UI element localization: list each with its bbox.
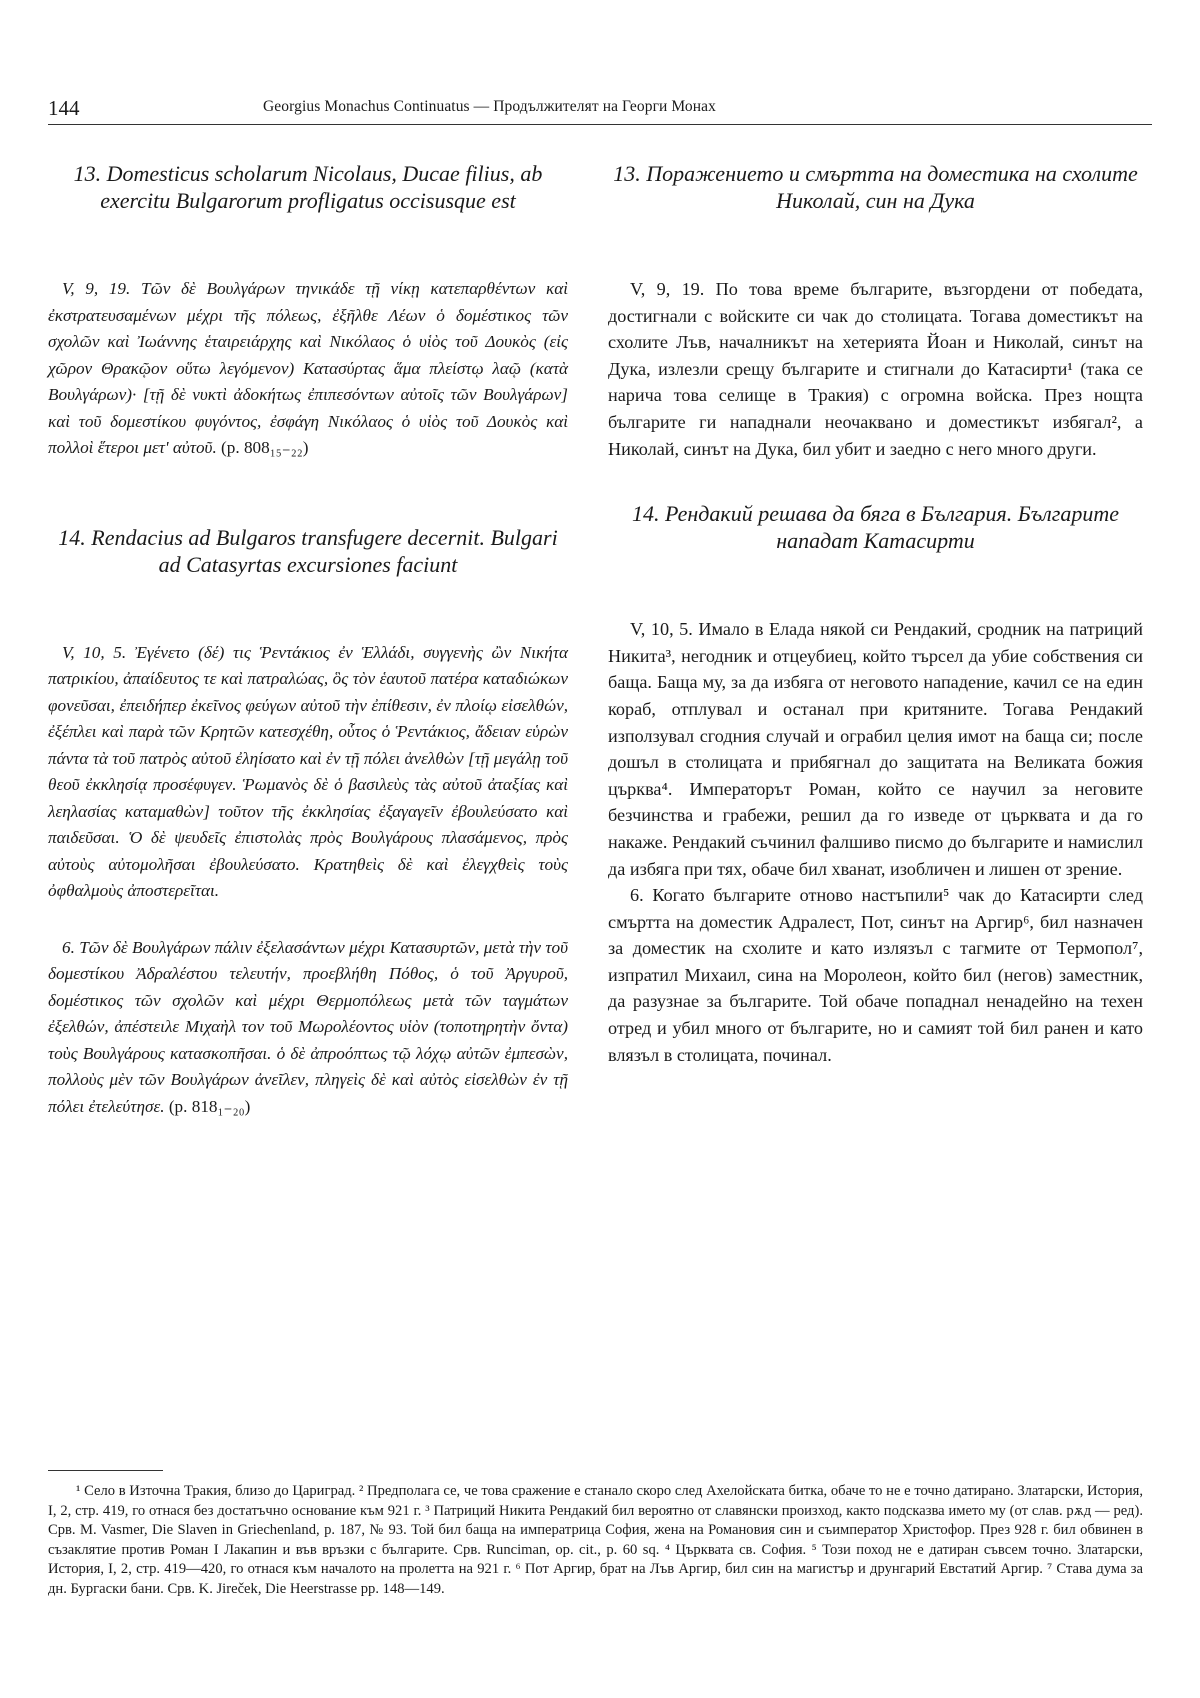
section-14-citation: (p. 818₁₋₂₀) [168, 1096, 251, 1116]
section-14-bulgarian-text: V, 10, 5. Имало в Елада някой си Рендакий, сродник на патриций Никита³, негодник и отцеубиец, който търсел да убие собствения си баща. Баща му, за да избяга от неговото нападение, качил се на един кораб, отплувал и останал при критяните. Тогава Рендакий използувал сгодния случай и ограбил целия имот на баща си; после дошъл в столицата и прибягнал до защитата на Великата божия църква⁴. Императорът Роман, който се научил за неговите безчинства и грабежи, решил да го изведе от църквата и да го накаже. Рендакий съчинил фалшиво писмо до българите и намислил да избяга при тях, обаче бил хванат, изобличен и лишен от зрение. [608, 619, 1143, 879]
greek-column [48, 160, 568, 1120]
header-rule [48, 124, 1152, 125]
section-13-greek-text: V, 9, 19. Τῶν δὲ Βουλγάρων τηνικάδε τῇ νίκῃ κατεπαρθέντων καὶ ἐκστρατευσαμένων μέχρι τῆς πόλεως, ἐξῆλθε Λέων ὁ δομέστικος τῶν σχολῶν καὶ Ἰωάννης ἑταιρειάρχης καὶ Νικόλαος ὁ υἱὸς τοῦ Δουκὸς (εἰς χῶρον Θρακῷον οὕτω λεγόμενον) Κατασύρτας ἅμα πλείστῳ λαῷ (κατὰ Βουλγάρων)· [τῇ δὲ νυκτὶ ἀδοκήτως ἐπιπεσόντων αὐτοῖς τῶν Βουλγάρων] καὶ τοῦ δομεστίκου φυγόντος, ἐσφάγη Νικόλαος ὁ υἱὸς τοῦ Δουκὸς καὶ πολλοὶ ἕτεροι μετ' αὐτοῦ. (p. 808₁₅₋₂₂) [48, 279, 568, 457]
section-13-citation: (p. 808₁₅₋₂₂) [221, 438, 309, 457]
section-14-latin-title: 14. Rendacius ad Bulgaros transfugere decernit. Bulgari ad Catasyrtas excursiones faciunt [58, 524, 558, 577]
footnote-text: ¹ Село в Източна Тракия, близо до Цариград. ² Предполага се, че това сражение е станало скоро след Ахелойската битка, обаче то не е точно датирано. Златарски, История, I, 2, стр. 419, го отнася без достатъчно основание към 921 г. ³ Патриций Никита Рендакий бил вероятно от славянски произход, както подсказва името му (от слав. рѫд — ред). Срв. M. Vasmer, Die Slaven in Griechenland, p. 187, № 93. Той бил баща на императрица София, жена на Романовия син и съимператор Христофор. През 928 г. бил обвинен в съзаклятие против Роман I Лакапин и във връзки с българите. Срв. Runciman, op. cit., p. 60 sq. ⁴ Църквата св. София. ⁵ Този поход не е датиран съвсем точно. Златарски, История, I, 2, стр. 419—420, го отнася към началото на пролетта на 921 г. ⁶ Пот Аргир, брат на Лъв Аргир, бил син на магистър и друнгарий Евстатий Аргир. ⁷ Става дума за дн. Бургаски бани. Срв. K. Jireček, Die Heerstrasse pp. 148—149. [48, 1483, 1143, 1597]
section-13-latin-title: 13. Domesticus scholarum Nicolaus, Ducae filius, ab exercitu Bulgarorum profligatus occisusque est [73, 161, 543, 213]
footnotes [48, 1482, 1143, 1600]
page-header [48, 88, 1152, 128]
section-14-greek-text: V, 10, 5. Ἐγένετο (δέ) τις Ῥεντάκιος ἐν Ἑλλάδι, συγγενὴς ὢν Νικήτα πατρικίου, ἀπαίδευτος τε καὶ πατραλώας, ὃς τὸν ἑαυτοῦ πατέρα καταδιώκων φονεῦσαι, ἐπειδήπερ ἐκεῖνος φεύγων αὐτοῦ τὴν ἐπίθεσιν, ἐν πλοίῳ εἰσελθών, ἐξέπλει καὶ παρὰ τῶν Κρητῶν κατεσχέθη, οὗτος ὁ Ῥεντάκιος, ἄδειαν εὑρὼν πάντα τὰ τοῦ πατρὸς αὐτοῦ ἐληίσατο καὶ ἐν τῇ πόλει ἀνελθὼν [τῇ μεγάλῃ τοῦ θεοῦ ἐκκλησίᾳ προσέφυγεν. Ῥωμανὸς δὲ ὁ βασιλεὺς τὰς αὐτοῦ ἀταξίας καὶ λεηλασίας καταμαθὼν] τοῦτον τῆς ἐκκλησίας ἐξαγαγεῖν ἐβουλεύσατο καὶ παιδεῦσαι. Ὁ δὲ ψευδεῖς ἐπιστολὰς πρὸς Βουλγάρους πλασάμενος, πρὸς αὐτοὺς αὐτομολῆσαι ἐβουλεύσατο. Κρατηθεὶς δὲ καὶ ἐλεγχθεὶς τοὺς ὀφθαλμοὺς ἀποστερεῖται. [48, 642, 568, 900]
footnote-rule [48, 1470, 163, 1471]
section-14-greek-text-2: 6. Τῶν δὲ Βουλγάρων πάλιν ἐξελασάντων μέχρι Κατασυρτῶν, μετὰ τὴν τοῦ δομεστίκου Ἀδραλέστου τελευτήν, προεβλήθη Πόθος, ὁ τοῦ Ἀργυροῦ, δομέστικος τῶν σχολῶν καὶ μέχρι Θερμοπόλεως μετὰ τῶν ταγμάτων ἐξελθών, ἀπέστειλε Μιχαὴλ τον τοῦ Μωρολέοντος υἱὸν (τοποτηρητὴν ὄντα) τοὺς Βουλγάρους κατασκοπῆσαι. ὁ δὲ ἀπροόπτως τῷ λόχῳ αὐτῶν ἐμπεσὼν, πολλοὺς μὲν τῶν Βουλγάρων ἀνεῖλεν, πληγεὶς δὲ καὶ αὐτὸς εἰσελθὼν ἐν τῇ πόλει ἐτελεύτησε. (p. 818₁₋₂₀) [48, 937, 568, 1116]
section-14-bulgarian-title: 14. Рендакий решава да бяга в България. Българите нападат Катасирти [631, 501, 1120, 554]
page-number: 144 [48, 96, 80, 120]
running-head: Georgius Monachus Continuatus — Продължителят на Георги Монах [263, 98, 716, 115]
bulgarian-column [608, 160, 1143, 1068]
section-13-bulgarian-title: 13. Поражението и смъртта на доместика на схолите Николай, син на Дука [613, 161, 1138, 213]
section-14-bulgarian-text-2: 6. Когато българите отново настъпили⁵ чак до Катасирти след смъртта на доместик Адралест, Пот, синът на Аргир⁶, бил назначен за доместик на схолите и като излязъл с тагмите от Термопол⁷, изпратил Михаил, сина на Моролеон, който бил (негов) заместник, да разузнае за българите. Той обаче попаднал ненадейно на техен отред и убил много от българите, но и самият той бил ранен и като влязъл в столицата, починал. [608, 885, 1143, 1065]
section-13-bulgarian-text: V, 9, 19. По това време българите, възгордени от победата, достигнали с войските си чак до столицата. Тогава доместикът на схолите Лъв, началникът на хетерията Йоан и Николай, синът на Дука, излезли срещу българите и стигнали до Катасирти¹ (така се нарича това селище в Тракия) с огромна войска. През нощта българите ги нападнали неочаквано и доместикът избягал², а Николай, синът на Дука, бил убит и заедно с него много други. [608, 279, 1143, 459]
